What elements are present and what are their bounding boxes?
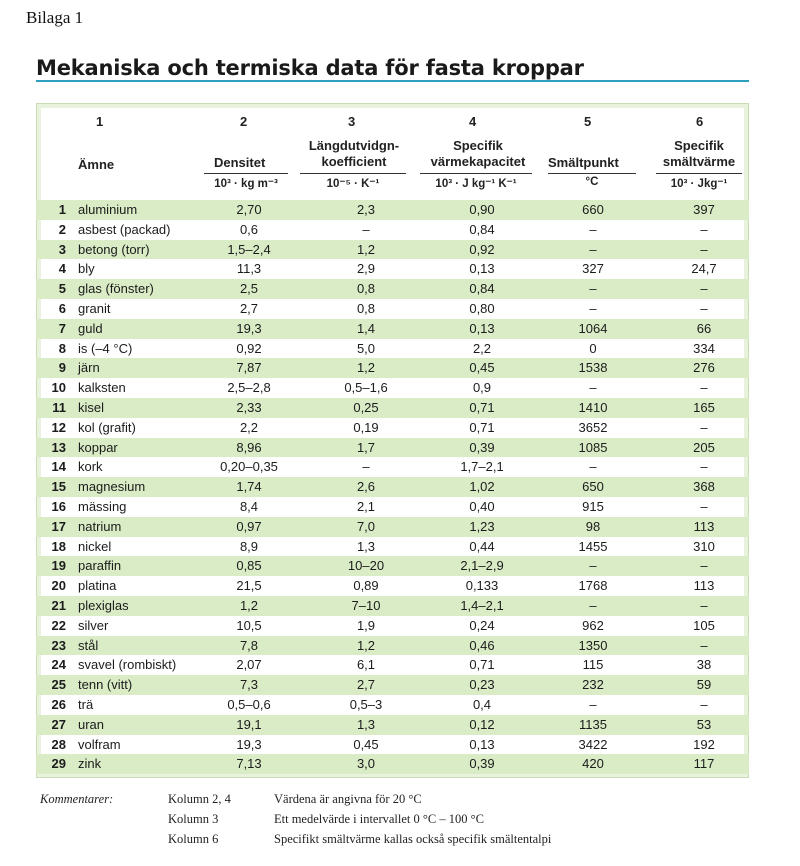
cell-densitet: 7,3 bbox=[239, 677, 259, 693]
cell-specifik-varmekapacitet: 0,46 bbox=[469, 637, 495, 653]
row-number: 28 bbox=[51, 736, 66, 752]
unit-divider-densitet bbox=[204, 173, 288, 174]
cell-smaltvarme: 192 bbox=[693, 736, 715, 752]
cell-smaltpunkt: 1538 bbox=[578, 360, 608, 376]
cell-densitet: 8,4 bbox=[239, 498, 259, 514]
cell-densitet: 10,5 bbox=[236, 617, 262, 633]
cell-densitet: 0,20–0,35 bbox=[220, 459, 278, 475]
cell-densitet: 0,6 bbox=[239, 221, 259, 237]
cell-smaltpunkt: – bbox=[589, 380, 597, 396]
cell-specifik-varmekapacitet: 0,90 bbox=[469, 202, 495, 217]
cell-amne: mässing bbox=[78, 498, 127, 514]
table-row bbox=[36, 537, 749, 557]
table-row bbox=[36, 576, 749, 596]
cell-smaltvarme: – bbox=[700, 241, 708, 257]
row-number: 13 bbox=[51, 439, 66, 455]
cell-specifik-varmekapacitet: 0,40 bbox=[469, 498, 495, 514]
cell-smaltpunkt: 1455 bbox=[578, 538, 608, 554]
column-number-5: 5 bbox=[584, 114, 592, 129]
unit-divider-smaltvarme bbox=[656, 173, 742, 174]
unit-langd: 10⁻⁵ · K⁻¹ bbox=[326, 178, 380, 190]
cell-langdutvidgning: 10–20 bbox=[347, 558, 385, 574]
cell-smaltpunkt: 420 bbox=[582, 756, 604, 772]
cell-densitet: 2,07 bbox=[236, 657, 262, 673]
cell-amne: glas (fönster) bbox=[78, 281, 154, 297]
cell-specifik-varmekapacitet: 0,71 bbox=[469, 657, 495, 673]
cell-langdutvidgning: 0,25 bbox=[353, 399, 379, 415]
row-number: 23 bbox=[51, 637, 66, 653]
cell-smaltpunkt: – bbox=[589, 696, 597, 712]
cell-specifik-varmekapacitet: 0,39 bbox=[469, 439, 495, 455]
table-row bbox=[36, 398, 749, 418]
table-row bbox=[36, 200, 749, 220]
cell-specifik-varmekapacitet: 0,71 bbox=[469, 399, 495, 415]
cell-smaltpunkt: 962 bbox=[582, 617, 604, 633]
table-row bbox=[36, 299, 749, 319]
cell-langdutvidgning: 0,19 bbox=[353, 419, 379, 435]
column-number-3: 3 bbox=[348, 114, 356, 129]
cell-smaltvarme: 165 bbox=[693, 399, 715, 415]
row-number: 27 bbox=[51, 716, 66, 732]
cell-densitet: 7,8 bbox=[239, 637, 259, 653]
table-row bbox=[36, 517, 749, 537]
cell-langdutvidgning: 2,7 bbox=[356, 677, 376, 693]
cell-densitet: 2,7 bbox=[239, 300, 259, 316]
cell-smaltvarme: – bbox=[700, 300, 708, 316]
cell-langdutvidgning: – bbox=[362, 459, 370, 475]
comment-text: Värdena är angivna för 20 °C bbox=[274, 792, 422, 806]
table-row bbox=[36, 418, 749, 438]
cell-specifik-varmekapacitet: 0,9 bbox=[472, 380, 492, 396]
cell-smaltvarme: 334 bbox=[693, 340, 715, 356]
cell-specifik-varmekapacitet: 0,39 bbox=[469, 756, 495, 772]
cell-langdutvidgning: 0,89 bbox=[353, 578, 379, 594]
cell-specifik-varmekapacitet: 0,92 bbox=[469, 241, 495, 257]
table-row bbox=[36, 279, 749, 299]
cell-densitet: 8,9 bbox=[239, 538, 259, 554]
table-row bbox=[36, 715, 749, 735]
column-number-2: 2 bbox=[240, 114, 248, 129]
cell-amne: tenn (vitt) bbox=[78, 677, 133, 693]
cell-specifik-varmekapacitet: 0,44 bbox=[469, 538, 495, 554]
cell-densitet: 19,3 bbox=[236, 736, 262, 752]
row-number: 22 bbox=[51, 617, 66, 633]
comment-text: Ett medelvärde i intervallet 0 °C – 100 °C bbox=[274, 812, 484, 826]
column-header-langd bbox=[298, 138, 410, 170]
cell-langdutvidgning: 0,5–3 bbox=[349, 696, 383, 712]
cell-densitet: 21,5 bbox=[236, 578, 262, 594]
cell-amne: kalksten bbox=[78, 380, 126, 396]
row-number: 26 bbox=[51, 696, 66, 712]
cell-smaltvarme: – bbox=[700, 419, 708, 435]
cell-amne: kork bbox=[78, 459, 103, 475]
comment-text: Specifikt smältvärme kallas också specifik smältentalpi bbox=[274, 832, 552, 846]
cell-densitet: 2,5 bbox=[239, 281, 259, 297]
cell-langdutvidgning: 1,7 bbox=[356, 439, 376, 455]
cell-specifik-varmekapacitet: 1,4–2,1 bbox=[460, 597, 504, 613]
cell-smaltpunkt: – bbox=[589, 221, 597, 237]
unit-divider-smaltpunkt bbox=[548, 173, 636, 174]
row-number: 24 bbox=[51, 657, 66, 673]
cell-amne: magnesium bbox=[78, 479, 146, 495]
column-header-smaltpunkt: Smältpunkt bbox=[548, 155, 619, 170]
cell-langdutvidgning: 7,0 bbox=[356, 518, 376, 534]
column-header-amne: Ämne bbox=[78, 157, 115, 172]
row-number: 5 bbox=[58, 281, 66, 297]
cell-densitet: 0,92 bbox=[236, 340, 262, 356]
cell-specifik-varmekapacitet: 0,84 bbox=[469, 221, 495, 237]
cell-densitet: 0,5–0,6 bbox=[227, 696, 271, 712]
comments-label: Kommentarer: bbox=[40, 792, 114, 806]
cell-smaltpunkt: – bbox=[589, 597, 597, 613]
cell-amne: paraffin bbox=[78, 558, 122, 574]
cell-densitet: 1,5–2,4 bbox=[227, 241, 271, 257]
cell-smaltvarme: – bbox=[700, 459, 708, 475]
cell-smaltvarme: – bbox=[700, 380, 708, 396]
unit-specvarme: 10³ · J kg⁻¹ K⁻¹ bbox=[435, 178, 517, 190]
cell-langdutvidgning: 3,0 bbox=[356, 756, 376, 772]
row-number: 29 bbox=[51, 756, 66, 772]
table-row bbox=[36, 655, 749, 675]
column-header-specvarme-line1: Specifik bbox=[453, 138, 503, 153]
cell-smaltvarme: – bbox=[700, 696, 708, 712]
cell-langdutvidgning: 2,1 bbox=[356, 498, 376, 514]
table-row bbox=[36, 438, 749, 458]
cell-specifik-varmekapacitet: 1,02 bbox=[469, 479, 495, 495]
cell-smaltpunkt: 1350 bbox=[578, 637, 608, 653]
table-row bbox=[36, 240, 749, 260]
row-number: 7 bbox=[58, 320, 66, 336]
cell-langdutvidgning: 1,2 bbox=[356, 360, 376, 376]
row-number: 12 bbox=[51, 419, 66, 435]
cell-langdutvidgning: 2,6 bbox=[356, 479, 376, 495]
row-number: 4 bbox=[58, 261, 66, 277]
cell-langdutvidgning: 1,9 bbox=[356, 617, 376, 633]
cell-langdutvidgning: 2,9 bbox=[356, 261, 376, 277]
unit-smaltpunkt: °C bbox=[585, 176, 599, 188]
cell-smaltvarme: 397 bbox=[693, 202, 715, 217]
cell-densitet: 2,5–2,8 bbox=[227, 380, 271, 396]
comment-key: Kolumn 2, 4 bbox=[168, 792, 231, 806]
cell-langdutvidgning: 1,2 bbox=[356, 637, 376, 653]
column-header-langd-line2: koefficient bbox=[321, 154, 387, 169]
cell-smaltpunkt: 1064 bbox=[578, 320, 608, 336]
comment-key: Kolumn 3 bbox=[168, 812, 219, 826]
table-row bbox=[36, 378, 749, 398]
cell-densitet: 1,2 bbox=[239, 597, 259, 613]
cell-amne: koppar bbox=[78, 439, 118, 455]
cell-amne: uran bbox=[78, 716, 105, 732]
cell-densitet: 19,3 bbox=[236, 320, 262, 336]
cell-densitet: 0,85 bbox=[236, 558, 262, 574]
cell-smaltvarme: – bbox=[700, 281, 708, 297]
row-number: 11 bbox=[52, 399, 66, 415]
table-row bbox=[36, 497, 749, 517]
column-header-specvarme bbox=[418, 138, 538, 170]
cell-specifik-varmekapacitet: 0,80 bbox=[469, 300, 495, 316]
column-header-smaltvarme bbox=[654, 138, 744, 170]
row-number: 2 bbox=[58, 221, 66, 237]
cell-amne: järn bbox=[78, 360, 100, 376]
cell-specifik-varmekapacitet: 2,2 bbox=[472, 340, 492, 356]
cell-amne: granit bbox=[78, 300, 111, 316]
cell-amne: aluminium bbox=[78, 202, 138, 217]
cell-langdutvidgning: 6,1 bbox=[356, 657, 376, 673]
cell-specifik-varmekapacitet: 0,23 bbox=[469, 677, 495, 693]
cell-specifik-varmekapacitet: 2,1–2,9 bbox=[460, 558, 504, 574]
cell-langdutvidgning: 5,0 bbox=[356, 340, 376, 356]
row-number: 6 bbox=[58, 300, 66, 316]
table-row bbox=[36, 457, 749, 477]
cell-langdutvidgning: 1,3 bbox=[356, 716, 376, 732]
cell-specifik-varmekapacitet: 0,45 bbox=[469, 360, 495, 376]
cell-smaltpunkt: – bbox=[589, 300, 597, 316]
cell-specifik-varmekapacitet: 0,24 bbox=[469, 617, 495, 633]
cell-smaltvarme: – bbox=[700, 637, 708, 653]
row-number: 10 bbox=[51, 380, 66, 396]
table-row bbox=[36, 695, 749, 715]
cell-specifik-varmekapacitet: 0,84 bbox=[469, 281, 495, 297]
cell-langdutvidgning: 1,4 bbox=[356, 320, 376, 336]
cell-smaltvarme: – bbox=[700, 597, 708, 613]
cell-specifik-varmekapacitet: 0,4 bbox=[472, 696, 492, 712]
row-number: 16 bbox=[51, 498, 66, 514]
cell-specifik-varmekapacitet: 0,13 bbox=[469, 320, 495, 336]
cell-smaltpunkt: 660 bbox=[582, 202, 604, 217]
cell-smaltvarme: – bbox=[700, 221, 708, 237]
cell-langdutvidgning: 1,3 bbox=[356, 538, 376, 554]
row-number: 1 bbox=[58, 202, 66, 217]
cell-smaltvarme: 113 bbox=[693, 518, 715, 534]
table-row bbox=[36, 754, 749, 774]
cell-densitet: 11,3 bbox=[236, 261, 262, 277]
cell-amne: natrium bbox=[78, 518, 122, 534]
cell-smaltpunkt: 327 bbox=[582, 261, 604, 277]
cell-smaltpunkt: – bbox=[589, 459, 597, 475]
cell-amne: stål bbox=[78, 637, 99, 653]
comment-key: Kolumn 6 bbox=[168, 832, 219, 846]
cell-smaltpunkt: 115 bbox=[582, 657, 604, 673]
cell-smaltpunkt: 0 bbox=[589, 340, 597, 356]
cell-specifik-varmekapacitet: 1,23 bbox=[469, 518, 495, 534]
row-number: 14 bbox=[51, 459, 66, 475]
cell-langdutvidgning: 0,5–1,6 bbox=[344, 380, 388, 396]
cell-amne: kol (grafit) bbox=[78, 419, 136, 435]
page-label: Bilaga 1 bbox=[26, 8, 84, 27]
cell-smaltpunkt: 1768 bbox=[578, 578, 608, 594]
cell-smaltvarme: 205 bbox=[693, 439, 715, 455]
cell-smaltvarme: 24,7 bbox=[691, 261, 717, 277]
table-row bbox=[36, 735, 749, 755]
cell-amne: nickel bbox=[78, 538, 112, 554]
cell-smaltvarme: – bbox=[700, 498, 708, 514]
cell-amne: zink bbox=[78, 756, 102, 772]
cell-smaltvarme: 310 bbox=[693, 538, 715, 554]
cell-amne: asbest (packad) bbox=[78, 221, 171, 237]
table-row bbox=[36, 220, 749, 240]
row-number: 3 bbox=[58, 241, 66, 257]
data-table-body bbox=[36, 200, 749, 774]
cell-langdutvidgning: 0,45 bbox=[353, 736, 379, 752]
table-row bbox=[36, 636, 749, 656]
cell-smaltpunkt: 915 bbox=[582, 498, 604, 514]
table-row bbox=[36, 339, 749, 359]
cell-smaltpunkt: – bbox=[589, 558, 597, 574]
row-number: 19 bbox=[51, 558, 66, 574]
cell-langdutvidgning: 0,8 bbox=[356, 300, 376, 316]
cell-densitet: 2,70 bbox=[236, 202, 262, 217]
cell-specifik-varmekapacitet: 0,13 bbox=[469, 736, 495, 752]
cell-smaltvarme: 113 bbox=[693, 578, 715, 594]
cell-densitet: 2,2 bbox=[239, 419, 259, 435]
cell-amne: svavel (rombiskt) bbox=[78, 657, 177, 673]
table-row bbox=[36, 259, 749, 279]
cell-specifik-varmekapacitet: 0,133 bbox=[465, 578, 499, 594]
row-number: 18 bbox=[51, 538, 66, 554]
cell-langdutvidgning: 7–10 bbox=[351, 597, 381, 613]
cell-smaltvarme: 66 bbox=[696, 320, 712, 336]
cell-densitet: 0,97 bbox=[236, 518, 262, 534]
column-header-langd-line1: Längdutvidgn- bbox=[308, 138, 400, 153]
cell-specifik-varmekapacitet: 1,7–2,1 bbox=[460, 459, 504, 475]
cell-smaltvarme: 38 bbox=[696, 657, 712, 673]
table-row bbox=[36, 358, 749, 378]
cell-amne: is (–4 °C) bbox=[78, 340, 133, 356]
cell-langdutvidgning: 0,8 bbox=[356, 281, 376, 297]
row-number: 15 bbox=[51, 479, 66, 495]
cell-amne: silver bbox=[78, 617, 109, 633]
table-row bbox=[36, 616, 749, 636]
cell-smaltpunkt: – bbox=[589, 281, 597, 297]
unit-smaltvarme: 10³ · Jkg⁻¹ bbox=[670, 178, 728, 190]
row-number: 17 bbox=[51, 518, 66, 534]
cell-amne: platina bbox=[78, 578, 117, 594]
cell-smaltvarme: 117 bbox=[693, 756, 715, 772]
cell-densitet: 19,1 bbox=[236, 716, 262, 732]
cell-smaltpunkt: 98 bbox=[585, 518, 601, 534]
row-number: 8 bbox=[58, 340, 66, 356]
cell-amne: plexiglas bbox=[78, 597, 129, 613]
column-header-specvarme-line2: värmekapacitet bbox=[430, 154, 526, 169]
column-header-densitet: Densitet bbox=[214, 155, 266, 170]
cell-amne: bly bbox=[78, 261, 95, 277]
title-divider bbox=[36, 80, 749, 82]
table-row bbox=[36, 319, 749, 339]
row-number: 9 bbox=[58, 360, 66, 376]
column-number-6: 6 bbox=[696, 114, 704, 129]
table-row bbox=[36, 556, 749, 576]
cell-langdutvidgning: 1,2 bbox=[356, 241, 376, 257]
cell-smaltpunkt: 1085 bbox=[578, 439, 608, 455]
page-title: Mekaniska och termiska data för fasta kroppar bbox=[36, 56, 584, 80]
cell-smaltpunkt: – bbox=[589, 241, 597, 257]
cell-smaltpunkt: 3652 bbox=[578, 419, 608, 435]
unit-densitet: 10³ · kg m⁻³ bbox=[214, 178, 278, 190]
row-number: 20 bbox=[51, 578, 66, 594]
cell-smaltvarme: 105 bbox=[693, 617, 715, 633]
cell-smaltpunkt: 3422 bbox=[578, 736, 608, 752]
cell-specifik-varmekapacitet: 0,12 bbox=[469, 716, 495, 732]
cell-densitet: 7,87 bbox=[236, 360, 262, 376]
cell-amne: trä bbox=[78, 696, 94, 712]
cell-smaltpunkt: 650 bbox=[582, 479, 604, 495]
cell-densitet: 7,13 bbox=[236, 756, 262, 772]
cell-densitet: 2,33 bbox=[236, 399, 262, 415]
table-row bbox=[36, 675, 749, 695]
cell-amne: betong (torr) bbox=[78, 241, 150, 257]
unit-divider-specvarme bbox=[420, 173, 532, 174]
cell-smaltvarme: 59 bbox=[696, 677, 712, 693]
cell-specifik-varmekapacitet: 0,13 bbox=[469, 261, 495, 277]
cell-densitet: 1,74 bbox=[236, 479, 262, 495]
cell-smaltpunkt: 232 bbox=[582, 677, 604, 693]
column-number-4: 4 bbox=[469, 114, 477, 129]
cell-langdutvidgning: – bbox=[362, 221, 370, 237]
column-number-1: 1 bbox=[96, 114, 104, 129]
cell-smaltpunkt: 1410 bbox=[578, 399, 608, 415]
cell-smaltpunkt: 1135 bbox=[579, 716, 607, 732]
cell-densitet: 8,96 bbox=[236, 439, 262, 455]
column-header-smaltvarme-line1: Specifik bbox=[674, 138, 724, 153]
cell-smaltvarme: – bbox=[700, 558, 708, 574]
column-header-smaltvarme-line2: smältvärme bbox=[662, 154, 736, 169]
row-number: 21 bbox=[51, 597, 66, 613]
cell-langdutvidgning: 2,3 bbox=[356, 202, 376, 217]
cell-amne: volfram bbox=[78, 736, 121, 752]
row-number: 25 bbox=[51, 677, 66, 693]
table-row bbox=[36, 596, 749, 616]
unit-divider-langd bbox=[300, 173, 406, 174]
cell-amne: guld bbox=[78, 320, 103, 336]
table-row bbox=[36, 477, 749, 497]
cell-specifik-varmekapacitet: 0,71 bbox=[469, 419, 495, 435]
cell-amne: kisel bbox=[78, 399, 105, 415]
cell-smaltvarme: 53 bbox=[696, 716, 712, 732]
cell-smaltvarme: 276 bbox=[693, 360, 715, 376]
cell-smaltvarme: 368 bbox=[693, 479, 715, 495]
